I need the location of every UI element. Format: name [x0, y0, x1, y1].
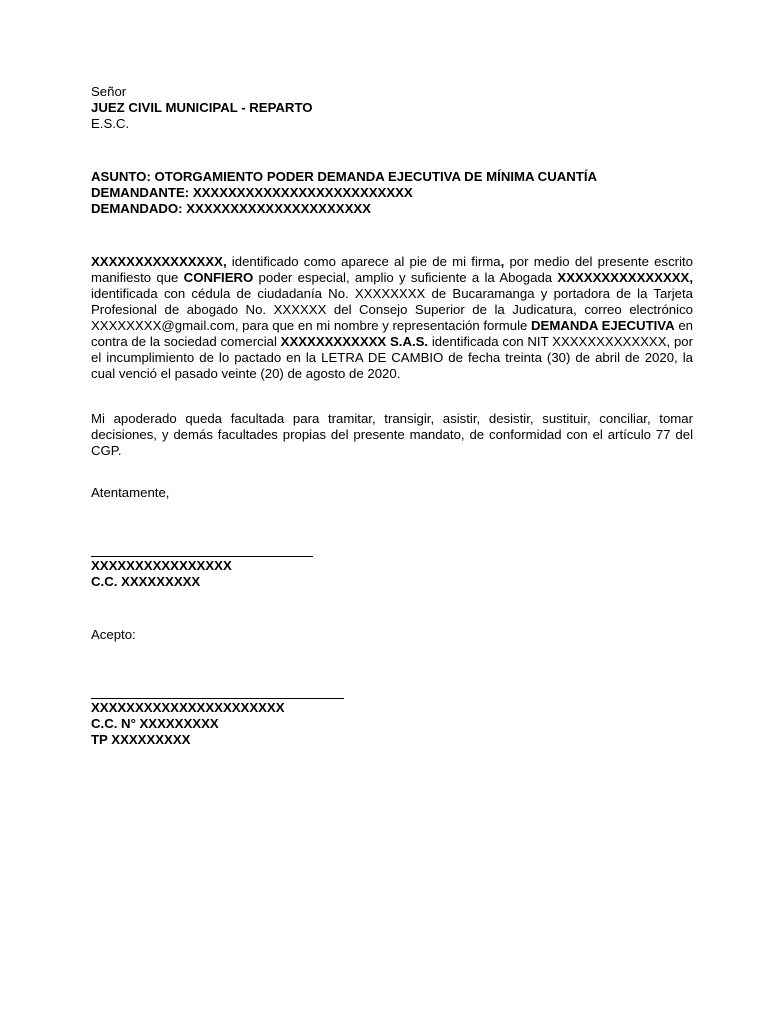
- spacer: [91, 501, 693, 556]
- demandante-line: DEMANDANTE: XXXXXXXXXXXXXXXXXXXXXXXXX: [91, 185, 413, 200]
- demanda-ejecutiva-phrase: DEMANDA EJECUTIVA: [531, 318, 675, 333]
- asunto-line: ASUNTO: OTORGAMIENTO PODER DEMANDA EJECUTIVA DE MÍNIMA CUANTÍA: [91, 169, 598, 184]
- spacer: [91, 132, 693, 169]
- attorney-name: XXXXXXXXXXXXXXX,: [557, 270, 694, 285]
- esc-line: E.S.C.: [91, 116, 130, 131]
- power-of-attorney-paragraph: XXXXXXXXXXXXXXX, identificado como aparece al pie de mi firma, por medio del presente escrito manifiesto que CONFIERO poder especial, amplio y suficiente a la Abogada XXXXXXXXXXXXXXX, identificada con cédula de ciudadanía No. XXXXXXXX de Bucaramanga y portadora de la Tarjeta Profesional de abogado No. XXXXXX del Consejo Superior de la Judicatura, correo electrónico XXXXXXXX@gmail.com, para que en mi nombre y representación formule DEMANDA EJECUTIVA en contra de la sociedad comercial XXXXXXXXXXXX S.A.S. identificada con NIT XXXXXXXXXXXXX, por el incumplimiento de lo pactado en la LETRA DE CAMBIO de fecha treinta (30) de abril de 2020, la cual venció el pasado veinte (20) de agosto de 2020.: [91, 254, 694, 381]
- addressee: JUEZ CIVIL MUNICIPAL - REPARTO: [91, 100, 313, 115]
- signature-name: XXXXXXXXXXXXXXXX: [91, 558, 232, 573]
- grantor-signature-block: [91, 556, 693, 590]
- document-page: [91, 84, 693, 748]
- spacer: [91, 590, 693, 627]
- attorney-signature-id: C.C. N° XXXXXXXXX: [91, 716, 219, 731]
- spacer: [91, 217, 693, 254]
- signature-line: [91, 556, 313, 557]
- salutation: Señor: [91, 84, 127, 99]
- signature-id: C.C. XXXXXXXXX: [91, 574, 201, 589]
- closing: Atentamente,: [91, 485, 170, 500]
- faculties-paragraph: Mi apoderado queda facultada para tramitar, transigir, asistir, desistir, sustituir, conciliar, tomar decisiones, y demás facultades propias del presente mandato, de conformidad con el artículo 77 del CGP.: [91, 411, 693, 458]
- spacer: [91, 643, 693, 698]
- acceptance-label: Acepto:: [91, 627, 136, 642]
- attorney-signature-block: [91, 698, 693, 748]
- recipient-block: [91, 84, 693, 132]
- confiero-word: CONFIERO: [183, 270, 254, 285]
- grantor-name: XXXXXXXXXXXXXXX,: [91, 254, 227, 269]
- spacer: [91, 459, 693, 485]
- signature-line: [91, 698, 344, 699]
- demandado-line: DEMANDADO: XXXXXXXXXXXXXXXXXXXXX: [91, 201, 371, 216]
- spacer: [91, 382, 693, 411]
- subject-block: [91, 169, 693, 217]
- company-name: XXXXXXXXXXXX S.A.S.: [280, 334, 429, 349]
- attorney-signature-name: XXXXXXXXXXXXXXXXXXXXXX: [91, 700, 285, 715]
- attorney-professional-card: TP XXXXXXXXX: [91, 732, 191, 747]
